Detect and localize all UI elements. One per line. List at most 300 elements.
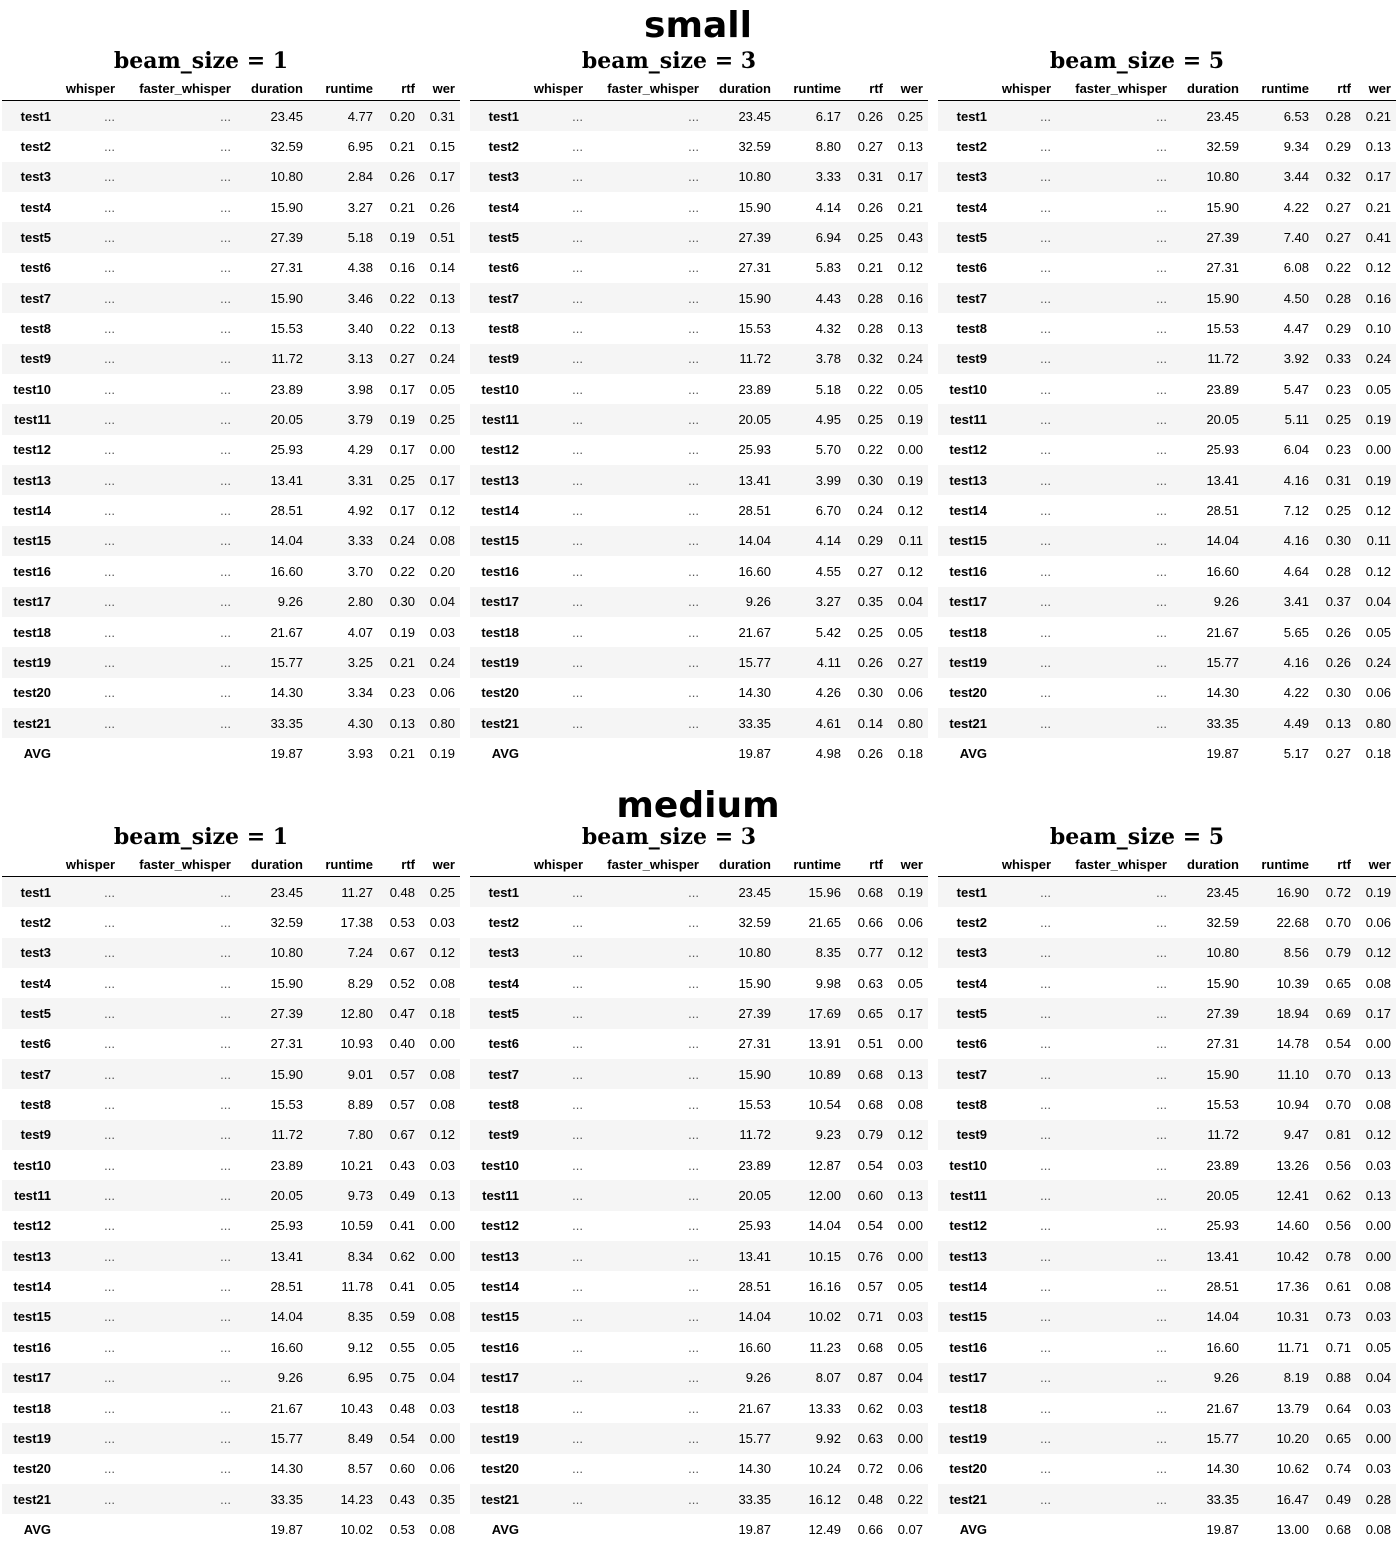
cell-wer: 0.25 (429, 412, 455, 428)
cell-faster-whisper: ... (688, 1157, 699, 1173)
cell-wer: 0.00 (897, 1248, 923, 1264)
cell-faster-whisper: ... (220, 1006, 231, 1022)
cell-whisper: ... (572, 975, 583, 991)
cell-wer: 0.06 (1365, 915, 1391, 931)
cell-runtime: 8.35 (347, 1309, 373, 1325)
cell-index: test20 (481, 1461, 519, 1477)
cell-duration: 14.30 (1206, 1461, 1239, 1477)
cell-whisper: ... (104, 1461, 115, 1477)
cell-index: test6 (20, 1036, 51, 1052)
cell-runtime: 10.43 (340, 1400, 373, 1416)
table-row (938, 435, 1396, 465)
cell-wer: 0.07 (897, 1521, 923, 1537)
cell-index: test15 (949, 533, 987, 549)
cell-rtf: 0.32 (1325, 169, 1351, 185)
cell-rtf: 0.79 (857, 1127, 883, 1143)
cell-duration: 28.51 (738, 1279, 771, 1295)
cell-rtf: 0.16 (389, 260, 415, 276)
cell-runtime: 16.47 (1276, 1491, 1309, 1507)
cell-wer: 0.13 (1365, 139, 1391, 155)
cell-faster-whisper: ... (688, 1400, 699, 1416)
column-header-faster-whisper: faster_whisper (120, 852, 236, 877)
panel-beam-1 (2, 46, 460, 769)
cell-duration: 23.45 (270, 884, 303, 900)
cell-rtf: 0.22 (1325, 260, 1351, 276)
cell-runtime: 12.49 (808, 1521, 841, 1537)
cell-duration: 16.60 (1206, 563, 1239, 579)
cell-wer: 0.17 (1365, 1006, 1391, 1022)
cell-rtf: 0.26 (857, 199, 883, 215)
cell-duration: 19.87 (270, 1521, 303, 1537)
cell-faster-whisper: ... (220, 975, 231, 991)
cell-whisper: ... (104, 108, 115, 124)
cell-wer: 0.19 (1365, 412, 1391, 428)
cell-whisper: ... (572, 1370, 583, 1386)
table-row (2, 1089, 460, 1119)
cell-whisper: ... (1040, 139, 1051, 155)
cell-index: test20 (949, 685, 987, 701)
cell-wer: 0.17 (429, 472, 455, 488)
cell-runtime: 8.80 (815, 139, 841, 155)
table-row (938, 1363, 1396, 1393)
table-row (470, 587, 928, 617)
column-header-rtf: rtf (378, 76, 420, 101)
cell-index: test10 (481, 381, 519, 397)
cell-whisper: ... (104, 1339, 115, 1355)
table-row (938, 1484, 1396, 1514)
cell-index: test19 (13, 1430, 51, 1446)
cell-whisper: ... (572, 1097, 583, 1113)
cell-index: test1 (488, 108, 519, 124)
table-row (470, 1332, 928, 1362)
cell-whisper: ... (1040, 503, 1051, 519)
cell-whisper: ... (1040, 321, 1051, 337)
cell-faster-whisper: ... (688, 503, 699, 519)
table-row (2, 678, 460, 708)
cell-rtf: 0.21 (389, 139, 415, 155)
cell-whisper: ... (1040, 1279, 1051, 1295)
table-row (470, 968, 928, 998)
cell-duration: 33.35 (1206, 715, 1239, 731)
cell-whisper: ... (572, 108, 583, 124)
cell-rtf: 0.30 (1325, 685, 1351, 701)
cell-duration: 13.41 (1206, 472, 1239, 488)
cell-runtime: 18.94 (1276, 1006, 1309, 1022)
cell-wer: 0.03 (429, 915, 455, 931)
cell-faster-whisper: ... (688, 260, 699, 276)
cell-faster-whisper: ... (688, 654, 699, 670)
cell-duration: 19.87 (270, 745, 303, 761)
cell-runtime: 4.30 (347, 715, 373, 731)
cell-duration: 32.59 (738, 915, 771, 931)
cell-faster-whisper: ... (688, 1339, 699, 1355)
cell-runtime: 16.90 (1276, 884, 1309, 900)
column-header-faster-whisper: faster_whisper (1056, 76, 1172, 101)
cell-faster-whisper: ... (220, 1370, 231, 1386)
cell-whisper: ... (104, 472, 115, 488)
cell-duration: 15.77 (738, 654, 771, 670)
cell-rtf: 0.66 (857, 1521, 883, 1537)
cell-duration: 10.80 (270, 169, 303, 185)
cell-runtime: 5.65 (1283, 624, 1309, 640)
cell-whisper: ... (104, 624, 115, 640)
table-row (938, 162, 1396, 192)
cell-runtime: 8.35 (815, 945, 841, 961)
cell-faster-whisper: ... (220, 884, 231, 900)
cell-duration: 32.59 (738, 139, 771, 155)
cell-wer: 0.05 (897, 381, 923, 397)
cell-runtime: 6.17 (815, 108, 841, 124)
table-row (470, 1393, 928, 1423)
column-header-faster-whisper: faster_whisper (588, 76, 704, 101)
cell-duration: 27.39 (738, 1006, 771, 1022)
cell-index: test12 (949, 1218, 987, 1234)
cell-index: test4 (488, 199, 519, 215)
cell-index: test19 (481, 654, 519, 670)
cell-wer: 0.19 (1365, 472, 1391, 488)
cell-index: test3 (488, 945, 519, 961)
cell-runtime: 9.23 (815, 1127, 841, 1143)
cell-runtime: 6.95 (347, 139, 373, 155)
column-header-runtime: runtime (308, 852, 378, 877)
cell-wer: 0.04 (1365, 1370, 1391, 1386)
cell-runtime: 12.87 (808, 1157, 841, 1173)
cell-index: test16 (949, 563, 987, 579)
cell-whisper: ... (572, 1218, 583, 1234)
cell-rtf: 0.24 (389, 533, 415, 549)
column-header-runtime: runtime (776, 76, 846, 101)
cell-faster-whisper: ... (688, 472, 699, 488)
column-header-wer: wer (888, 852, 928, 877)
table-row (938, 1423, 1396, 1453)
table-row (2, 344, 460, 374)
cell-whisper (992, 1514, 1056, 1544)
table-row (2, 495, 460, 525)
table-row (470, 1241, 928, 1271)
cell-wer: 0.03 (1365, 1400, 1391, 1416)
cell-index: test13 (13, 1248, 51, 1264)
table-row (470, 374, 928, 404)
cell-runtime: 4.22 (1283, 685, 1309, 701)
cell-wer: 0.08 (429, 975, 455, 991)
cell-wer: 0.11 (1366, 533, 1391, 549)
cell-runtime: 10.15 (808, 1248, 841, 1264)
cell-index: test15 (481, 533, 519, 549)
cell-whisper: ... (572, 1066, 583, 1082)
beam-size-title: beam_size = 1 (113, 48, 289, 74)
cell-wer: 0.03 (1365, 1461, 1391, 1477)
cell-wer: 0.22 (897, 1491, 923, 1507)
cell-wer: 0.08 (1365, 1097, 1391, 1113)
column-header-runtime: runtime (308, 76, 378, 101)
cell-whisper: ... (572, 230, 583, 246)
cell-duration: 27.31 (270, 1036, 303, 1052)
column-header-faster-whisper: faster_whisper (588, 852, 704, 877)
cell-duration: 20.05 (270, 412, 303, 428)
cell-index: test2 (956, 915, 987, 931)
cell-rtf: 0.72 (1325, 884, 1351, 900)
cell-index: test12 (949, 442, 987, 458)
cell-rtf: 0.70 (1325, 1066, 1351, 1082)
cell-runtime: 4.77 (347, 108, 373, 124)
cell-duration: 14.30 (270, 685, 303, 701)
table-row (938, 708, 1396, 738)
cell-wer: 0.13 (897, 1066, 923, 1082)
cell-faster-whisper (1056, 738, 1172, 768)
panel-beam-5 (938, 46, 1396, 769)
cell-rtf: 0.22 (857, 381, 883, 397)
cell-duration: 15.77 (270, 1430, 303, 1446)
cell-index: test16 (481, 563, 519, 579)
cell-duration: 15.77 (1206, 1430, 1239, 1446)
cell-faster-whisper: ... (688, 975, 699, 991)
cell-runtime: 5.17 (1283, 745, 1309, 761)
cell-rtf: 0.51 (857, 1036, 883, 1052)
cell-duration: 15.90 (1206, 975, 1239, 991)
cell-whisper: ... (104, 1006, 115, 1022)
cell-rtf: 0.61 (1325, 1279, 1351, 1295)
cell-wer: 0.05 (429, 381, 455, 397)
cell-runtime: 10.94 (1276, 1097, 1309, 1113)
table-row (470, 253, 928, 283)
table-row (2, 1211, 460, 1241)
cell-whisper: ... (572, 442, 583, 458)
cell-whisper: ... (1040, 351, 1051, 367)
beam-size-title: beam_size = 3 (581, 48, 757, 74)
cell-rtf: 0.79 (1325, 945, 1351, 961)
cell-duration: 32.59 (1206, 139, 1239, 155)
column-header-index (938, 852, 992, 877)
cell-runtime: 2.84 (347, 169, 373, 185)
cell-whisper: ... (1040, 915, 1051, 931)
cell-rtf: 0.32 (857, 351, 883, 367)
cell-faster-whisper: ... (1156, 230, 1167, 246)
cell-runtime: 10.59 (340, 1218, 373, 1234)
cell-wer: 0.12 (897, 503, 923, 519)
cell-runtime: 3.46 (347, 290, 373, 306)
table-row (938, 192, 1396, 222)
cell-index: test17 (13, 594, 51, 610)
cell-index: test21 (481, 1491, 519, 1507)
cell-whisper: ... (572, 1461, 583, 1477)
cell-wer: 0.12 (1365, 260, 1391, 276)
cell-duration: 19.87 (738, 745, 771, 761)
table-row (2, 1120, 460, 1150)
cell-faster-whisper: ... (688, 1279, 699, 1295)
cell-wer: 0.00 (897, 1218, 923, 1234)
cell-faster-whisper: ... (220, 290, 231, 306)
cell-index: test1 (488, 884, 519, 900)
cell-wer: 0.19 (897, 412, 923, 428)
cell-duration: 23.45 (270, 108, 303, 124)
cell-index: test8 (956, 1097, 987, 1113)
cell-faster-whisper: ... (1156, 1218, 1167, 1234)
table-row (2, 907, 460, 937)
cell-rtf: 0.49 (1325, 1491, 1351, 1507)
cell-faster-whisper: ... (1156, 139, 1167, 155)
cell-index: test3 (956, 945, 987, 961)
cell-runtime: 4.16 (1283, 654, 1309, 670)
cell-faster-whisper: ... (1156, 260, 1167, 276)
cell-whisper: ... (1040, 108, 1051, 124)
cell-runtime: 7.12 (1283, 503, 1309, 519)
table-row (938, 938, 1396, 968)
cell-faster-whisper: ... (220, 624, 231, 640)
table-row (470, 1029, 928, 1059)
cell-index: test17 (481, 594, 519, 610)
cell-index: test9 (488, 351, 519, 367)
cell-duration: 13.41 (738, 472, 771, 488)
cell-runtime: 17.36 (1276, 1279, 1309, 1295)
column-header-wer: wer (1356, 76, 1396, 101)
cell-whisper: ... (1040, 442, 1051, 458)
cell-faster-whisper: ... (688, 1491, 699, 1507)
cell-whisper: ... (572, 260, 583, 276)
cell-index: test13 (481, 1248, 519, 1264)
cell-wer: 0.00 (429, 1430, 455, 1446)
cell-rtf: 0.87 (857, 1370, 883, 1386)
cell-index: test17 (481, 1370, 519, 1386)
cell-rtf: 0.17 (389, 442, 415, 458)
table-row (2, 131, 460, 161)
cell-duration: 27.39 (270, 230, 303, 246)
cell-faster-whisper: ... (220, 563, 231, 579)
cell-runtime: 7.40 (1283, 230, 1309, 246)
cell-faster-whisper: ... (220, 1127, 231, 1143)
column-header-whisper: whisper (524, 76, 588, 101)
cell-duration: 27.31 (738, 260, 771, 276)
cell-runtime: 4.61 (815, 715, 841, 731)
cell-rtf: 0.65 (857, 1006, 883, 1022)
cell-wer: 0.05 (897, 975, 923, 991)
cell-wer: 0.08 (1365, 1279, 1391, 1295)
cell-faster-whisper: ... (220, 139, 231, 155)
cell-faster-whisper: ... (220, 654, 231, 670)
column-header-index (2, 76, 56, 101)
cell-runtime: 5.18 (815, 381, 841, 397)
cell-runtime: 8.19 (1283, 1370, 1309, 1386)
column-header-index (938, 76, 992, 101)
cell-runtime: 12.80 (340, 1006, 373, 1022)
table-row (2, 587, 460, 617)
cell-wer: 0.14 (429, 260, 455, 276)
cell-index: test16 (13, 563, 51, 579)
cell-faster-whisper: ... (688, 1127, 699, 1143)
table-row (470, 1211, 928, 1241)
cell-duration: 11.72 (739, 351, 771, 367)
cell-duration: 27.31 (270, 260, 303, 276)
cell-whisper: ... (1040, 624, 1051, 640)
cell-duration: 23.89 (738, 1157, 771, 1173)
table-row (470, 1454, 928, 1484)
cell-rtf: 0.68 (857, 884, 883, 900)
cell-wer: 0.12 (897, 260, 923, 276)
column-header-faster-whisper: faster_whisper (120, 76, 236, 101)
cell-wer: 0.06 (1365, 685, 1391, 701)
cell-whisper: ... (572, 654, 583, 670)
cell-duration: 11.72 (271, 1127, 303, 1143)
cell-wer: 0.05 (1365, 1339, 1391, 1355)
table-row (938, 374, 1396, 404)
table-row (2, 253, 460, 283)
cell-rtf: 0.40 (389, 1036, 415, 1052)
cell-faster-whisper: ... (688, 1097, 699, 1113)
cell-duration: 10.80 (1206, 945, 1239, 961)
cell-runtime: 4.92 (347, 503, 373, 519)
table-row (2, 998, 460, 1028)
cell-rtf: 0.81 (1325, 1127, 1351, 1143)
cell-faster-whisper: ... (220, 1430, 231, 1446)
cell-duration: 13.41 (1206, 1248, 1239, 1264)
cell-runtime: 4.47 (1283, 321, 1309, 337)
cell-faster-whisper: ... (220, 1218, 231, 1234)
cell-faster-whisper: ... (1156, 412, 1167, 428)
cell-whisper: ... (572, 884, 583, 900)
cell-faster-whisper: ... (688, 1370, 699, 1386)
column-header-duration: duration (236, 852, 308, 877)
cell-runtime: 22.68 (1276, 915, 1309, 931)
column-header-duration: duration (1172, 76, 1244, 101)
cell-duration: 9.26 (745, 594, 771, 610)
cell-whisper: ... (1040, 1127, 1051, 1143)
cell-rtf: 0.28 (1325, 563, 1351, 579)
cell-runtime: 11.10 (1277, 1066, 1309, 1082)
cell-whisper: ... (104, 1218, 115, 1234)
cell-faster-whisper: ... (1156, 1036, 1167, 1052)
cell-rtf: 0.63 (857, 975, 883, 991)
cell-duration: 15.90 (738, 199, 771, 215)
cell-whisper: ... (572, 1127, 583, 1143)
cell-whisper: ... (1040, 472, 1051, 488)
average-row (2, 738, 460, 768)
cell-wer: 0.03 (429, 1400, 455, 1416)
cell-wer: 0.03 (897, 1400, 923, 1416)
cell-duration: 25.93 (270, 442, 303, 458)
table-row (470, 647, 928, 677)
cell-runtime: 5.70 (815, 442, 841, 458)
cell-faster-whisper: ... (688, 442, 699, 458)
cell-rtf: 0.53 (389, 915, 415, 931)
cell-index: test7 (488, 1066, 519, 1082)
cell-faster-whisper: ... (1156, 1309, 1167, 1325)
cell-wer: 0.17 (429, 169, 455, 185)
cell-duration: 33.35 (270, 715, 303, 731)
cell-index: test19 (481, 1430, 519, 1446)
cell-wer: 0.24 (897, 351, 923, 367)
table-row (470, 283, 928, 313)
cell-faster-whisper: ... (220, 715, 231, 731)
cell-index: test9 (956, 351, 987, 367)
table-row (938, 1271, 1396, 1301)
cell-runtime: 3.70 (347, 563, 373, 579)
cell-rtf: 0.60 (389, 1461, 415, 1477)
cell-faster-whisper: ... (688, 290, 699, 306)
table-row (470, 1180, 928, 1210)
cell-runtime: 7.80 (347, 1127, 373, 1143)
cell-duration: 14.30 (1206, 685, 1239, 701)
column-header-rtf: rtf (378, 852, 420, 877)
cell-whisper: ... (1040, 1430, 1051, 1446)
cell-runtime: 16.16 (808, 1279, 841, 1295)
cell-rtf: 0.29 (1325, 139, 1351, 155)
cell-index: test18 (481, 1400, 519, 1416)
cell-faster-whisper: ... (220, 321, 231, 337)
cell-duration: 23.45 (1206, 884, 1239, 900)
table-row (2, 526, 460, 556)
cell-wer: 0.00 (1365, 1248, 1391, 1264)
cell-rtf: 0.23 (1325, 381, 1351, 397)
cell-rtf: 0.31 (1325, 472, 1351, 488)
